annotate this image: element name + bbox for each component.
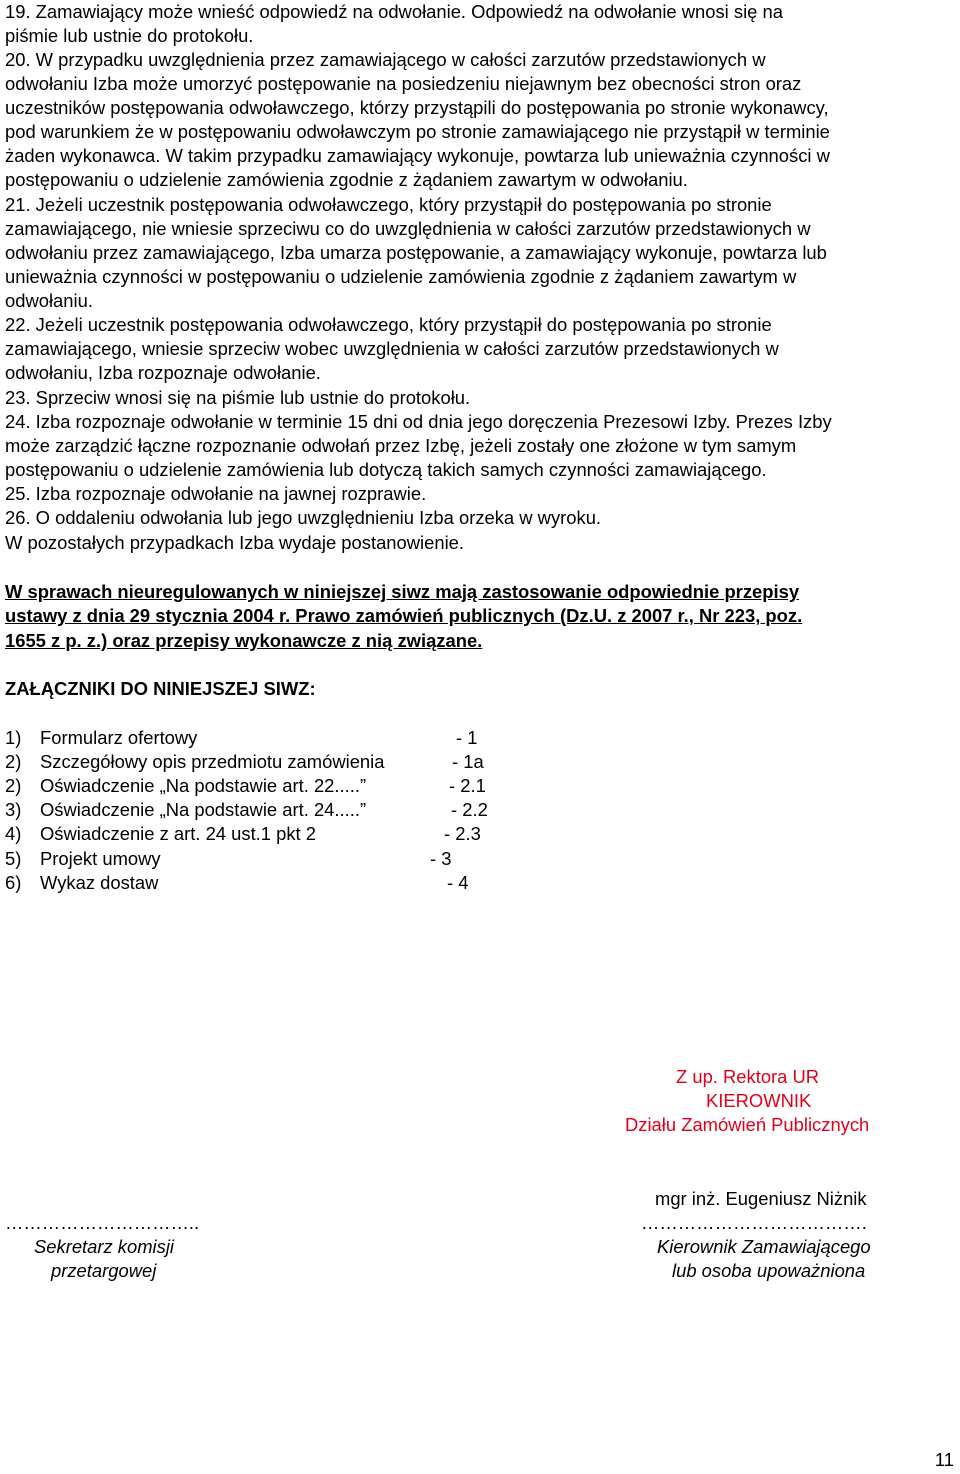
body-line: uczestników postępowania odwoławczego, którzy przystąpili do postępowania po stronie wykonawcy,: [5, 97, 829, 118]
attachment-code: - 2.1: [449, 775, 486, 796]
body-line: piśmie lub ustnie do protokołu.: [5, 25, 254, 46]
body-line: unieważnia czynności w postępowaniu o udzielenie zamówienia zgodnie z żądaniem zawartym w: [5, 266, 797, 287]
body-line: zamawiającego, nie wniesie sprzeciwu co do uwzględnienia w całości zarzutów przedstawionych w: [5, 218, 811, 239]
signature-line-right: ……………………………….: [641, 1212, 867, 1233]
attachment-number: 6): [5, 872, 22, 893]
body-line: W pozostałych przypadkach Izba wydaje postanowienie.: [5, 532, 464, 553]
signature-line-left: …………………………..: [5, 1212, 200, 1233]
attachment-title: Szczegółowy opis przedmiotu zamówienia: [40, 751, 385, 772]
right-signature-caption: Kierownik Zamawiającego: [657, 1236, 871, 1257]
body-line: 19. Zamawiający może wnieść odpowiedź na odwołanie. Odpowiedź na odwołanie wnosi się na: [5, 1, 783, 22]
signatory-name: mgr inż. Eugeniusz Niżnik: [655, 1188, 867, 1209]
stamp-line: Działu Zamówień Publicznych: [625, 1114, 870, 1135]
attachment-code: - 2.3: [444, 823, 481, 844]
attachment-code: - 1: [456, 727, 478, 748]
body-line: postępowaniu o udzielenie zamówienia lub dotyczą takich samych czynności zamawiającego.: [5, 459, 767, 480]
body-line: 21. Jeżeli uczestnik postępowania odwoławczego, który przystąpił do postępowania po stronie: [5, 194, 772, 215]
body-line: 23. Sprzeciw wnosi się na piśmie lub ustnie do protokołu.: [5, 387, 471, 408]
attachment-title: Oświadczenie „Na podstawie art. 24.....”: [40, 799, 367, 820]
attachment-code: - 4: [447, 872, 469, 893]
attachment-title: Wykaz dostaw: [40, 872, 159, 893]
body-line: zamawiającego, wniesie sprzeciw wobec uwzględnienia w całości zarzutów przedstawionych w: [5, 338, 779, 359]
attachment-number: 2): [5, 775, 22, 796]
body-line: 20. W przypadku uwzględnienia przez zamawiającego w całości zarzutów przedstawionych w: [5, 49, 766, 70]
legal-basis-line: 1655 z p. z.) oraz przepisy wykonawcze z nią związane.: [5, 630, 483, 651]
attachments-heading: ZAŁĄCZNIKI DO NINIEJSZEJ SIWZ:: [5, 678, 316, 699]
body-line: żaden wykonawca. W takim przypadku zamawiający wykonuje, powtarza lub unieważnia czynności w: [5, 145, 830, 166]
stamp-line: KIEROWNIK: [706, 1090, 812, 1111]
attachment-title: Projekt umowy: [40, 848, 161, 869]
attachment-number: 4): [5, 823, 22, 844]
attachment-code: - 3: [430, 848, 452, 869]
body-line: odwołaniu.: [5, 290, 93, 311]
legal-basis-line: W sprawach nieuregulowanych w niniejszej siwz mają zastosowanie odpowiednie przepisy: [5, 581, 800, 602]
body-line: odwołaniu, Izba rozpoznaje odwołanie.: [5, 362, 321, 383]
attachment-title: Oświadczenie z art. 24 ust.1 pkt 2: [40, 823, 316, 844]
body-line: może zarządzić łączne rozpoznanie odwołań przez Izbę, jeżeli zostały one złożone w tym samym: [5, 435, 797, 456]
body-line: odwołaniu przez zamawiającego, Izba umarza postępowanie, a zamawiający wykonuje, powtarza lub: [5, 242, 827, 263]
right-signature-caption: lub osoba upoważniona: [672, 1260, 866, 1281]
body-line: 24. Izba rozpoznaje odwołanie w terminie 15 dni od dnia jego doręczenia Prezesowi Izby. Prezes Izby: [5, 411, 832, 432]
attachment-code: - 1a: [452, 751, 484, 772]
body-line: 26. O oddaleniu odwołania lub jego uwzględnieniu Izba orzeka w wyroku.: [5, 507, 602, 528]
attachment-code: - 2.2: [451, 799, 488, 820]
attachment-number: 1): [5, 727, 22, 748]
attachment-number: 2): [5, 751, 22, 772]
body-line: odwołaniu Izba może umorzyć postępowanie na posiedzeniu niejawnym bez obecności stron oraz: [5, 73, 802, 94]
legal-basis-line: ustawy z dnia 29 stycznia 2004 r. Prawo zamówień publicznych (Dz.U. z 2007 r., Nr 223, poz.: [5, 605, 803, 626]
body-line: pod warunkiem że w postępowaniu odwoławczym po stronie zamawiającego nie przystąpił w terminie: [5, 121, 830, 142]
attachment-number: 5): [5, 848, 22, 869]
stamp-line: Z up. Rektora UR: [676, 1066, 820, 1087]
left-signature-caption: Sekretarz komisji: [34, 1236, 175, 1257]
page-number: 11: [934, 1449, 954, 1470]
body-line: 25. Izba rozpoznaje odwołanie na jawnej rozprawie.: [5, 483, 427, 504]
left-signature-caption: przetargowej: [51, 1260, 157, 1281]
attachment-number: 3): [5, 799, 22, 820]
attachment-title: Formularz ofertowy: [40, 727, 198, 748]
body-line: postępowaniu o udzielenie zamówienia zgodnie z żądaniem zawartym w odwołaniu.: [5, 169, 688, 190]
body-line: 22. Jeżeli uczestnik postępowania odwoławczego, który przystąpił do postępowania po stronie: [5, 314, 772, 335]
attachment-title: Oświadczenie „Na podstawie art. 22.....”: [40, 775, 367, 796]
